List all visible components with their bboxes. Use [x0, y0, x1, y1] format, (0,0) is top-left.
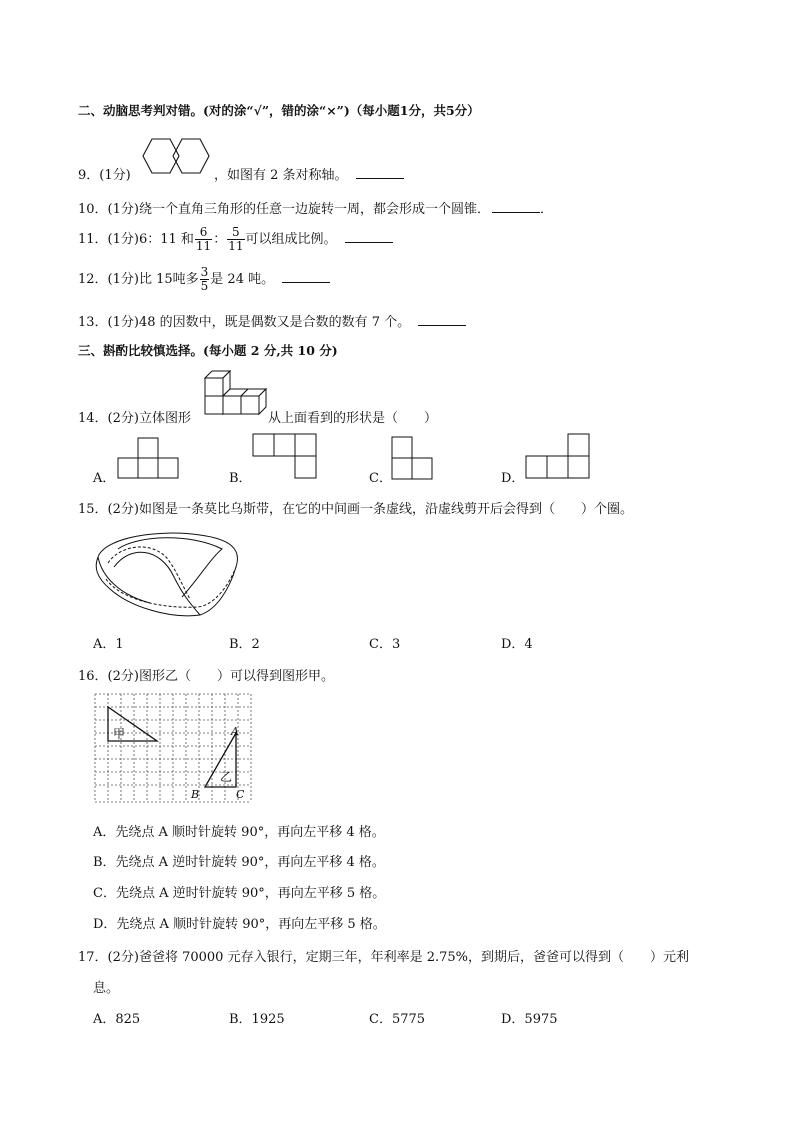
question-12	[78, 265, 330, 295]
q15-option-d[interactable]: D．4	[501, 637, 533, 652]
question-text: 图形乙（ ）可以得到图形甲。	[138, 669, 334, 684]
question-score: (2分)	[107, 502, 139, 517]
question-9	[78, 164, 131, 183]
question-tail: ．	[539, 202, 553, 217]
question-score: (2分)	[107, 669, 139, 684]
two-hexagons-figure	[142, 136, 214, 176]
mobius-strip-figure	[90, 527, 244, 621]
ratio-colon: ：	[213, 232, 227, 247]
q14-option-a-figure	[117, 457, 181, 481]
grid-transform-figure	[93, 692, 255, 806]
label-a: A	[231, 725, 239, 738]
q16-option-b[interactable]: B．先绕点 A 逆时针旋转 90°，再向左平移 4 格。	[93, 855, 385, 870]
question-16	[78, 665, 334, 684]
question-text: 48 的因数中，既是偶数又是合数的数有 7 个。	[138, 315, 411, 330]
q15-option-c[interactable]: C．3	[369, 637, 401, 652]
question-number: 12．	[78, 272, 108, 287]
question-9-text	[214, 164, 404, 183]
fraction-3-5: $\frac{3}{5}$	[200, 265, 209, 293]
question-text-2: 可以组成比例。	[245, 232, 337, 247]
question-17-text-cont: 息。	[93, 981, 120, 996]
answer-blank[interactable]	[345, 230, 393, 243]
question-score: (1分)	[99, 168, 131, 183]
q17-option-b[interactable]: B．1925	[229, 1012, 285, 1027]
q14-option-b-figure	[252, 433, 318, 481]
question-text: ，如图有 2 条对称轴。	[214, 168, 348, 183]
question-15	[78, 498, 633, 517]
question-score: (1分)	[107, 315, 139, 330]
q17-option-a[interactable]: A．825	[93, 1012, 141, 1027]
q16-option-a[interactable]: A．先绕点 A 顺时针旋转 90°，再向左平移 4 格。	[93, 825, 385, 840]
question-score: (1分)	[107, 232, 139, 247]
question-text: 绕一个直角三角形的任意一边旋转一周，都会形成一个圆锥．	[138, 202, 490, 217]
cube-solid-figure	[203, 369, 269, 419]
section-2-heading: 二、动脑思考判对错。(对的涂“√”，错的涂“×”)（每小题1分，共5分）	[78, 103, 480, 118]
question-text-2: 是 24 吨。	[210, 272, 275, 287]
question-number: 9．	[78, 168, 100, 183]
q15-option-a[interactable]: A．1	[93, 637, 124, 652]
q17-option-c[interactable]: C．5775	[369, 1012, 426, 1027]
question-text: 如图是一条莫比乌斯带，在它的中间画一条虚线，沿虚线剪开后会得到（ ）个圈。	[138, 502, 633, 517]
q17-option-d[interactable]: D．5975	[501, 1012, 558, 1027]
question-17	[78, 946, 689, 965]
q16-option-c[interactable]: C．先绕点 A 逆时针旋转 90°，再向左平移 5 格。	[93, 886, 386, 901]
q14-option-b[interactable]: B．	[229, 471, 252, 486]
q14-option-c[interactable]: C．	[369, 471, 392, 486]
question-text: 比 15吨多	[138, 272, 199, 287]
question-number: 14．	[78, 411, 108, 426]
question-score: (2分)	[107, 950, 139, 965]
q14-option-a[interactable]: A．	[93, 471, 116, 486]
fraction-6-11: $\frac{6}{11}$	[195, 225, 212, 253]
answer-blank[interactable]	[282, 270, 330, 283]
question-score: (1分)	[107, 202, 139, 217]
question-number: 15．	[78, 502, 108, 517]
fraction-5-11: $\frac{5}{11}$	[228, 225, 244, 253]
q14-option-d-figure	[525, 433, 593, 481]
label-b: B	[191, 788, 200, 801]
question-number: 17．	[78, 950, 108, 965]
q14-option-d[interactable]: D．	[501, 471, 525, 486]
question-13	[78, 311, 466, 330]
q14-option-c-figure	[391, 436, 435, 482]
question-14-text: 从上面看到的形状是（ ）	[268, 411, 438, 426]
q16-option-d[interactable]: D．先绕点 A 顺时针旋转 90°，再向左平移 5 格。	[93, 917, 386, 932]
question-number: 16．	[78, 669, 108, 684]
question-text: 立体图形	[138, 411, 191, 426]
question-number: 13．	[78, 315, 108, 330]
question-11	[78, 225, 393, 255]
question-text: 爸爸将 70000 元存入银行，定期三年，年利率是 2.75%，到期后，爸爸可以得到（ ）元利	[138, 950, 690, 965]
question-score: (1分)	[107, 272, 139, 287]
question-number: 11．	[78, 232, 108, 247]
answer-blank[interactable]	[356, 166, 404, 179]
answer-blank[interactable]	[492, 200, 540, 213]
question-score: (2分)	[107, 411, 139, 426]
question-text: 6：11 和	[138, 232, 194, 247]
section-3-heading: 三、斟酌比较慎选择。(每小题 2 分,共 10 分)	[78, 343, 338, 358]
label-yi: 乙	[220, 770, 233, 784]
label-c: C	[236, 788, 245, 801]
q15-option-b[interactable]: B．2	[229, 637, 260, 652]
question-number: 10．	[78, 202, 108, 217]
question-14	[78, 407, 191, 426]
label-jia: 甲	[113, 727, 126, 741]
answer-blank[interactable]	[418, 313, 466, 326]
question-10	[78, 198, 553, 217]
